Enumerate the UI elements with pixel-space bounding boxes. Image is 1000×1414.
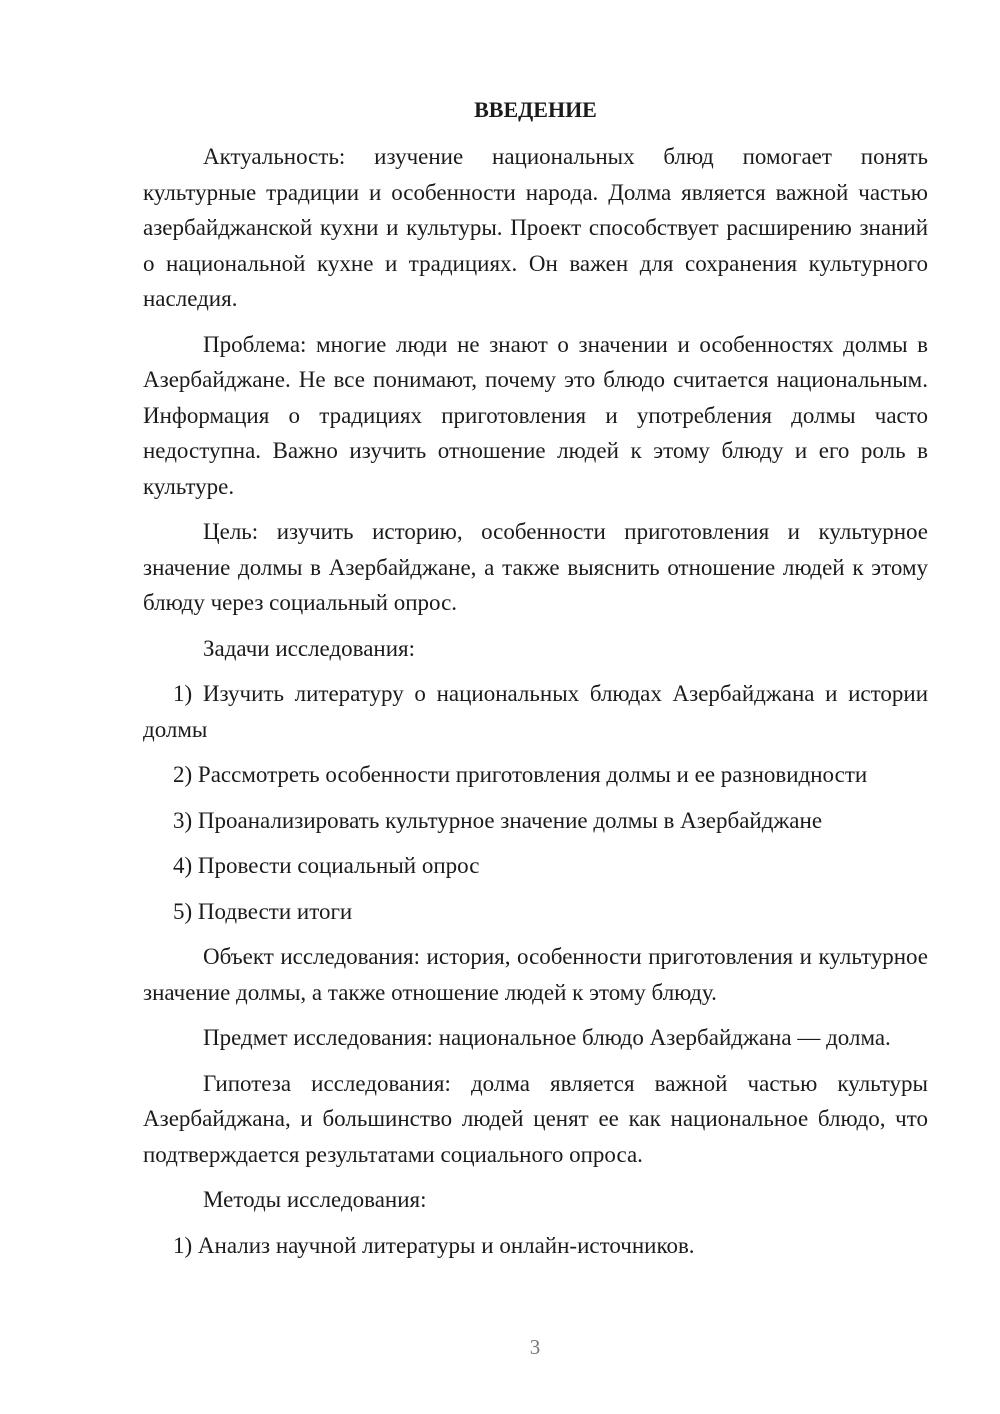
paragraph-problem: Проблема: многие люди не знают о значении и особенностях долмы в Азербайджане. Не все понимают, почему это блюдо считается национальным. Информация о традициях приготовления и употребления долмы часто недоступна. Важно изучить отношение людей к этому блюду и его роль в культуре. — [143, 331, 928, 499]
document-page — [143, 94, 928, 1273]
page-title: ВВЕДЕНИЕ — [474, 97, 597, 122]
tasks-heading: Задачи исследования: — [203, 635, 416, 661]
page-number: 3 — [529, 1335, 541, 1359]
paragraph-subject: Предмет исследования: национальное блюдо Азербайджана — долма. — [203, 1025, 891, 1050]
task-item-1: 1) Изучить литературу о национальных блюдах Азербайджана и истории долмы — [143, 681, 928, 742]
task-item-3: 3) Проанализировать культурное значение долмы в Азербайджане — [173, 807, 823, 833]
task-item-4: 4) Провести социальный опрос — [173, 853, 480, 878]
paragraph-hypothesis: Гипотеза исследования: долма является важной частью культуры Азербайджана, и большинство людей ценят ее как национальное блюдо, что подтверждается результатами социального опроса. — [143, 1070, 928, 1167]
paragraph-relevance: Актуальность: изучение национальных блюд помогает понять культурные традиции и особенности народа. Долма является важной частью азербайджанской кухни и культуры. Проект способствует расширению знаний о национальной кухне и традициях. Он важен для сохранения культурного наследия. — [143, 144, 928, 311]
paragraph-goal: Цель: изучить историю, особенности приготовления и культурное значение долмы в Азербайджане, а также выяснить отношение людей к этому блюду через социальный опрос. — [143, 519, 928, 615]
methods-heading: Методы исследования: — [203, 1187, 427, 1212]
task-item-2: 2) Рассмотреть особенности приготовления долмы и ее разновидности — [173, 762, 868, 787]
method-item-1: 1) Анализ научной литературы и онлайн-источников. — [173, 1232, 695, 1258]
paragraph-object: Объект исследования: история, особенности приготовления и культурное значение долмы, а также отношение людей к этому блюду. — [143, 944, 928, 1005]
task-item-5: 5) Подвести итоги — [173, 898, 353, 924]
